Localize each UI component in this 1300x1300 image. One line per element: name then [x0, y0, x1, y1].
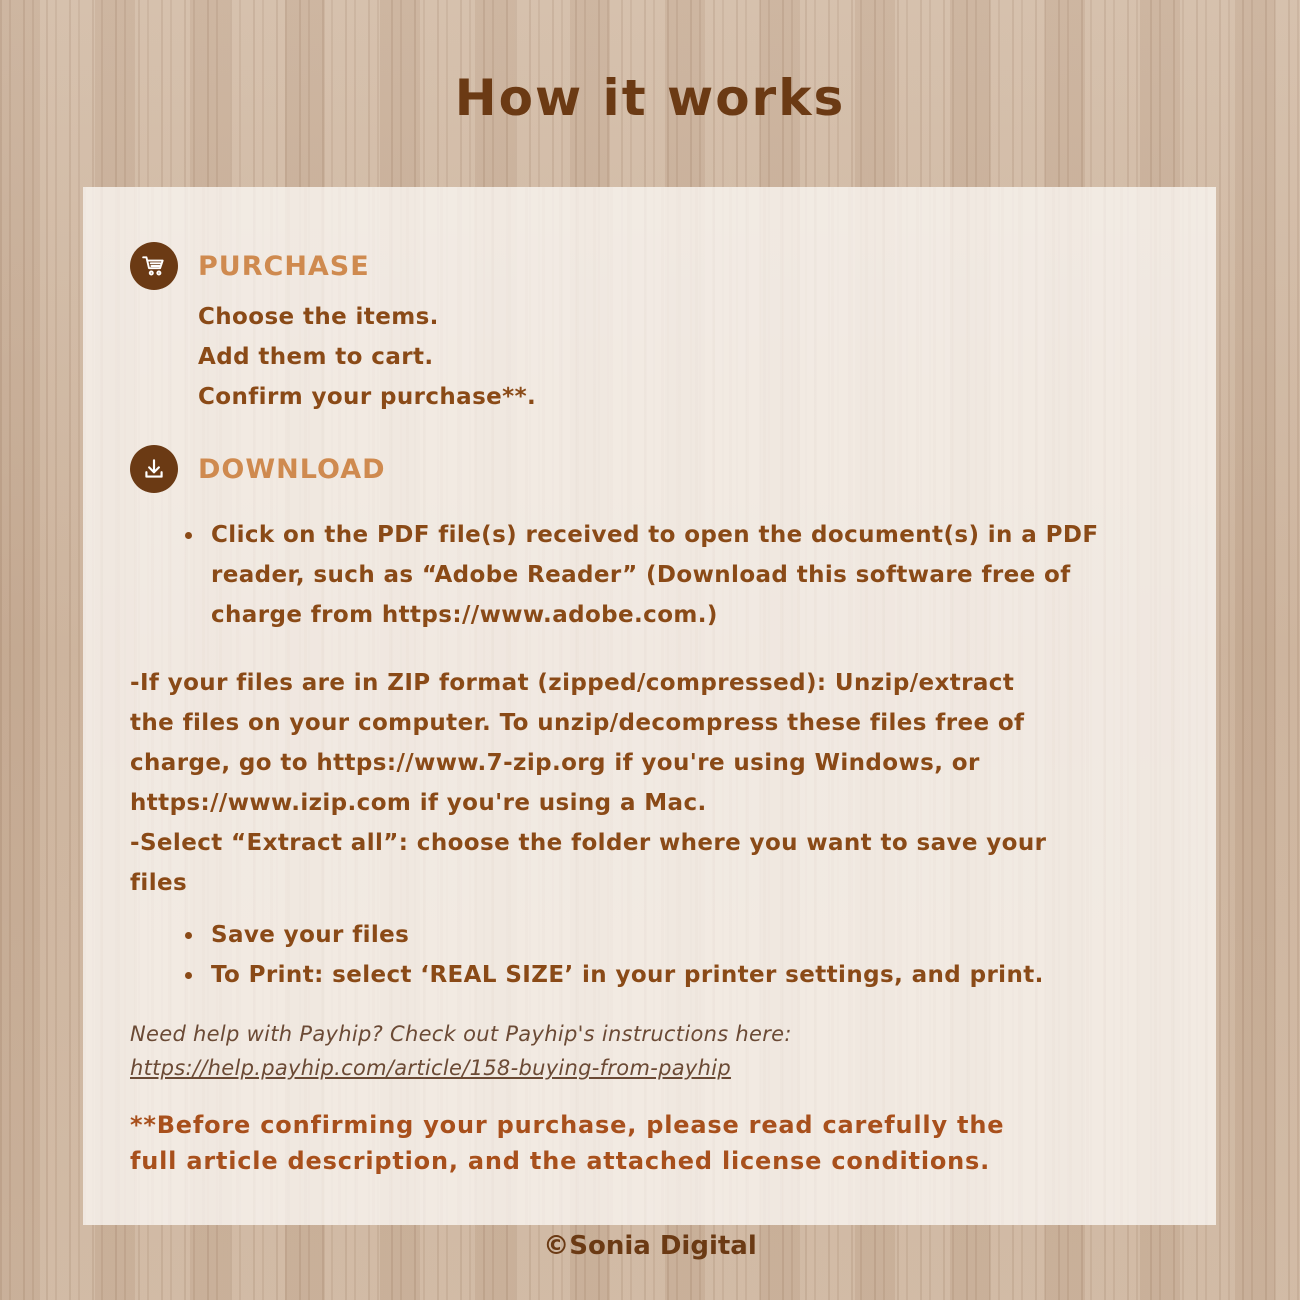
list-item: To Print: select ‘REAL SIZE’ in your printer settings, and print.	[185, 955, 1044, 995]
purchase-warning	[130, 1107, 1190, 1179]
page-title: How it works	[454, 69, 846, 127]
purchase-step: Confirm your purchase**.	[198, 384, 537, 410]
purchase-step: Add them to cart.	[198, 344, 434, 370]
list-item: Click on the PDF file(s) received to open the document(s) in a PDF reader, such as “Adobe Reader” (Download this software free of charge from https://www.adobe.com.)	[185, 515, 1145, 635]
zip-instruction-line: files	[130, 870, 188, 896]
zip-instruction-line: -Select “Extract all”: choose the folder where you want to save your	[130, 830, 1047, 856]
save-print-list	[185, 915, 1044, 995]
purchase-heading: PURCHASE	[198, 250, 370, 282]
download-instructions-list	[185, 515, 1145, 635]
download-section-header	[130, 445, 386, 493]
help-text: Need help with Payhip? Check out Payhip's instructions here:	[130, 1022, 792, 1046]
purchase-step: Choose the items.	[198, 304, 439, 330]
copyright-label: ©Sonia Digital	[543, 1231, 757, 1261]
warning-line: full article description, and the attached license conditions.	[130, 1147, 991, 1175]
zip-instruction-line: https://www.izip.com if you're using a Mac.	[130, 790, 707, 816]
content-panel	[83, 187, 1216, 1225]
download-icon	[130, 445, 178, 493]
warning-line: **Before confirming your purchase, please read carefully the	[130, 1111, 1005, 1139]
payhip-help-link[interactable]: https://help.payhip.com/article/158-buying-from-payhip	[130, 1056, 731, 1080]
zip-instruction-line: -If your files are in ZIP format (zipped/compressed): Unzip/extract	[130, 670, 1015, 696]
zip-instruction-line: charge, go to https://www.7-zip.org if you're using Windows, or	[130, 750, 980, 776]
zip-instruction-line: the files on your computer. To unzip/decompress these files free of	[130, 710, 1025, 736]
cart-icon	[130, 242, 178, 290]
download-heading: DOWNLOAD	[198, 453, 386, 485]
help-note	[130, 1017, 792, 1085]
purchase-steps	[198, 297, 536, 417]
zip-instructions	[130, 663, 1170, 903]
purchase-section-header	[130, 242, 370, 290]
list-item: Save your files	[185, 915, 1044, 955]
